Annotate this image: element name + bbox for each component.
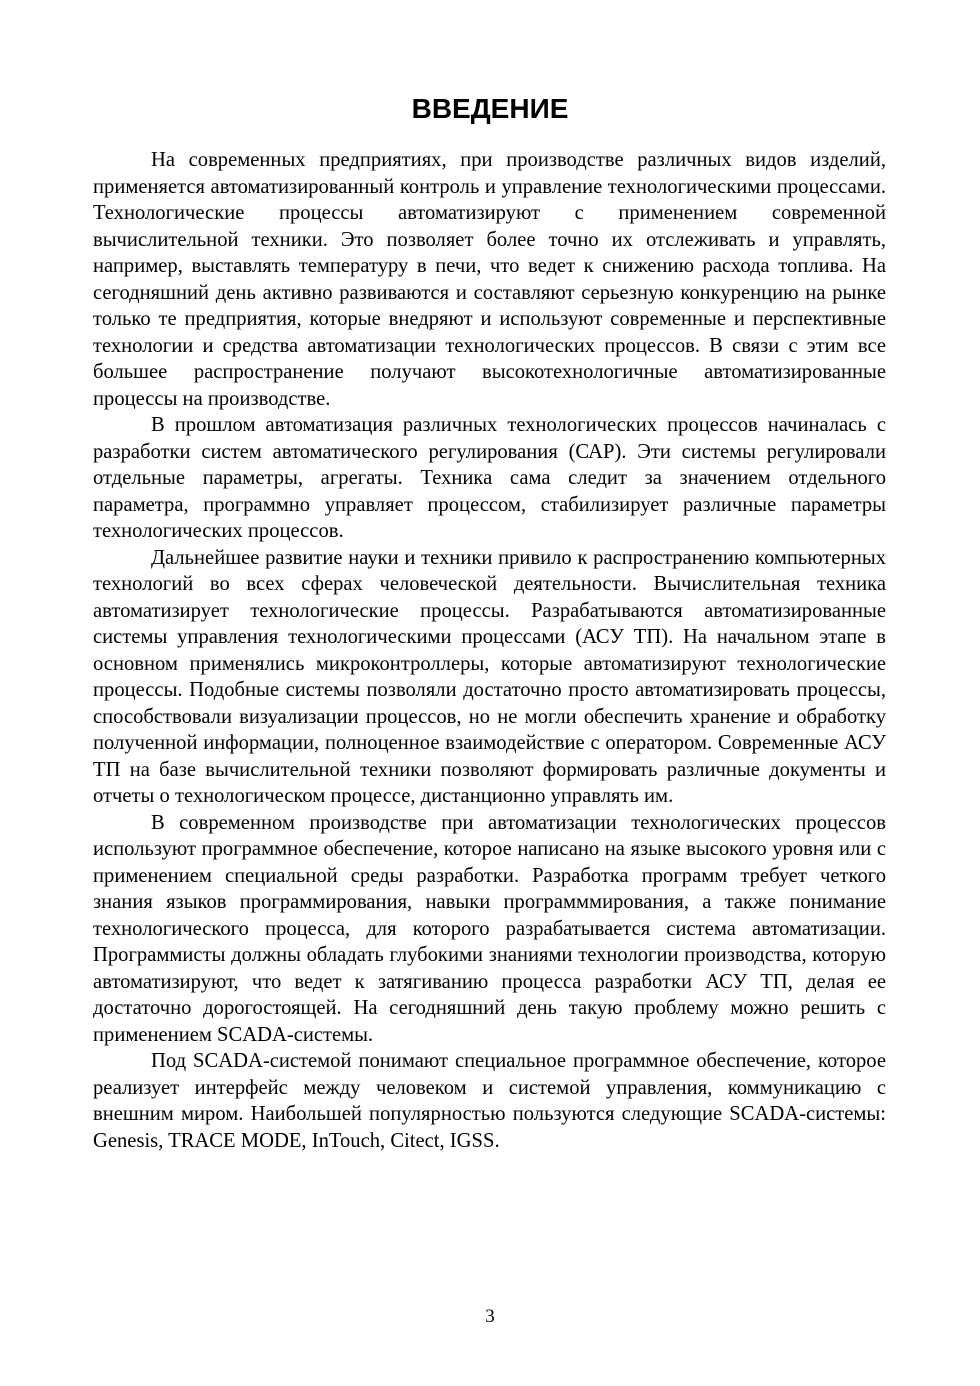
page-title: ВВЕДЕНИЕ xyxy=(411,93,569,124)
page-number: 3 xyxy=(485,1306,495,1327)
paragraph: На современных предприятиях, при производстве различных видов изделий, применяется автоматизированный контроль и управление технологическими процессами. Технологические процессы автоматизируют с применением современной вычислительной техники. Это позволяет более точно их отслеживать и управлять, например, выставлять температуру в печи, что ведет к снижению расхода топлива. На сегодняшний день активно развиваются и составляют серьезную конкуренцию на рынке только те предприятия, которые внедряют и используют современные и перспективные технологии и средства автоматизации технологических процессов. В связи с этим все большее распространение получают высокотехнологичные автоматизированные процессы на производстве. xyxy=(93,149,886,410)
paragraph: В прошлом автоматизация различных технологических процессов начиналась с разработки систем автоматического регулирования (САР). Эти системы регулировали отдельные параметры, агрегаты. Техника сама следит за значением отдельного параметра, программно управляет процессом, стабилизирует различные параметры технологических процессов. xyxy=(93,414,886,542)
body-text xyxy=(93,147,886,1154)
paragraph: Под SCADA-системой понимают специальное программное обеспечение, которое реализует интерфейс между человеком и системой управления, коммуникацию с внешним миром. Наибольшей популярностью пользуются следующие SCADA-системы: Genesis, TRACE MODE, InTouch, Citect, IGSS. xyxy=(93,1050,886,1152)
paragraph: В современном производстве при автоматизации технологических процессов используют программное обеспечение, которое написано на языке высокого уровня или с применением специальной среды разработки. Разработка программ требует четкого знания языков программирования, навыки программмирования, а также понимание технологического процесса, для которого разрабатывается система автоматизации. Программисты должны обладать глубокими знаниями технологии производства, которую автоматизируют, что ведет к затягиванию процесса разработки АСУ ТП, делая ее достаточно дорогостоящей. На сегодняшний день такую проблему можно решить с применением SCADA-системы. xyxy=(93,811,886,1046)
paragraph: Дальнейшее развитие науки и техники привило к распространению компьютерных технологий во всех сферах человеческой деятельности. Вычислительная техника автоматизирует технологические процессы. Разрабатываются автоматизированные системы управления технологическими процессами (АСУ ТП). На начальном этапе в основном применялись микроконтроллеры, которые автоматизируют технологические процессы. Подобные системы позволяли достаточно просто автоматизировать процессы, способствовали визуализации процессов, но не могли обеспечить хранение и обработку полученной информации, полноценное взаимодействие с оператором. Современные АСУ ТП на базе вычислительной техники позволяют формировать различные документы и отчеты о технологическом процессе, дистанционно управлять им. xyxy=(93,546,886,807)
